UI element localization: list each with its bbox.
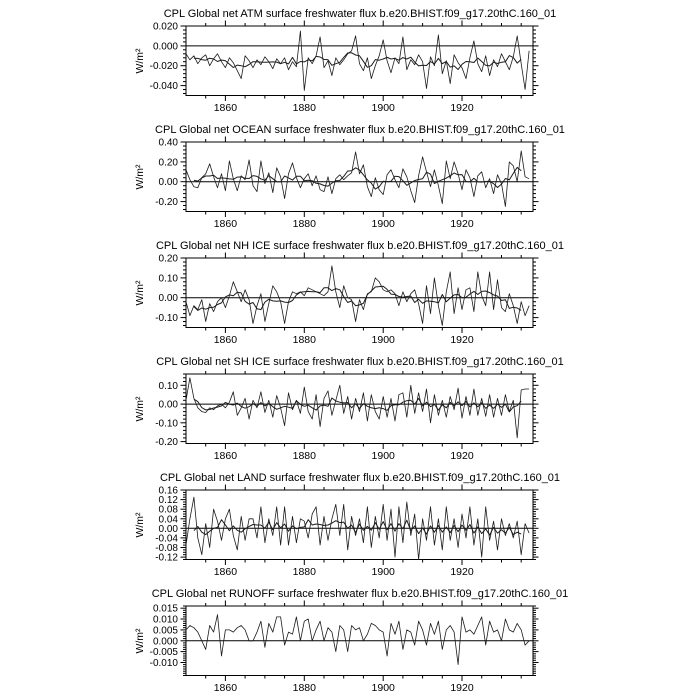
panel-land-title: CPL Global net LAND surface freshwater flux b.e20.BHIST.f09_g17.20thC.160_01 [159,472,561,484]
x-tick-label: 1860 [213,566,238,578]
x-tick-label: 1920 [450,450,474,462]
annual-series-line [186,151,529,207]
panel-nh-ice-title: CPL Global net NH ICE surface freshwater flux b.e20.BHIST.f09_g17.20thC.160_01 [155,240,565,252]
y-tick-label: -0.08 [155,543,178,554]
y-tick-label: 0.005 [152,625,178,637]
panel-sh-ice-title: CPL Global net SH ICE surface freshwater flux b.e20.BHIST.f09_g17.20thC.160_01 [156,356,564,368]
y-tick-label: -0.020 [149,61,178,73]
y-tick-label: 0.20 [158,157,178,169]
smooth-series-line [194,286,521,310]
y-tick-label: 0.00 [158,293,178,305]
y-tick-label: 0.010 [152,614,178,626]
x-tick-label: 1860 [213,334,238,346]
x-tick-label: 1900 [371,102,395,114]
y-tick-label: 0.00 [158,177,178,189]
panel-nh-ice-yaxis-unit: W/m² [134,280,146,306]
annual-series-line [186,378,529,438]
x-tick-label: 1920 [450,566,474,578]
panel-land-plot [0,474,700,586]
x-tick-label: 1920 [450,682,474,694]
annual-series-line [186,615,529,665]
panel-runoff-title: CPL Global net RUNOFF surface freshwater flux b.e20.BHIST.f09_g17.20thC.160_01 [151,588,569,600]
y-tick-label: 0.00 [158,399,178,411]
x-tick-label: 1920 [450,334,474,346]
panel-runoff-plot [0,590,700,700]
x-tick-label: 1860 [213,102,238,114]
panel-sh-ice-plot [0,358,700,470]
axis-ticks [181,253,539,334]
y-tick-label: 0.16 [158,485,178,497]
x-tick-label: 1860 [213,450,238,462]
panel-atm-title: CPL Global net ATM surface freshwater flux b.e20.BHIST.f09_g17.20thC.160_01 [163,8,557,20]
panel-land-yaxis-unit: W/m² [134,512,146,538]
y-tick-label: -0.010 [149,658,178,669]
x-tick-label: 1860 [213,682,238,694]
x-tick-label: 1880 [292,566,316,578]
x-tick-label: 1900 [371,450,395,462]
y-tick-label: 0.08 [158,504,178,516]
y-tick-label: 0.000 [152,41,178,53]
y-tick-label: -0.10 [155,418,178,430]
annual-series-line [186,31,529,91]
panel-runoff-yaxis-unit: W/m² [134,628,146,654]
axis-ticks [181,137,539,218]
x-tick-label: 1860 [213,218,238,230]
y-tick-label: 0.04 [158,514,178,526]
y-tick-label: -0.04 [155,533,178,545]
y-tick-label: 0.020 [152,21,178,33]
y-tick-label: 0.10 [158,380,178,392]
y-tick-label: 0.40 [158,137,178,149]
y-tick-label: -0.10 [155,313,178,325]
x-tick-label: 1900 [371,218,395,230]
annual-series-line [186,266,529,326]
y-tick-label: -0.20 [155,437,178,449]
x-tick-label: 1880 [292,682,316,694]
y-tick-label: -0.12 [155,552,178,564]
x-tick-label: 1900 [371,566,395,578]
y-tick-label: -0.20 [155,197,178,209]
x-tick-label: 1880 [292,218,316,230]
panel-sh-ice-yaxis-unit: W/m² [134,396,146,422]
panel-nh-ice-plot [0,242,700,354]
x-tick-label: 1880 [292,450,316,462]
panel-atm-plot [0,10,700,122]
x-tick-label: 1920 [450,218,474,230]
panel-ocean-plot [0,126,700,238]
y-tick-label: 0.12 [158,495,178,507]
x-tick-label: 1900 [371,334,395,346]
y-tick-label: 0.20 [158,253,178,265]
y-tick-label: 0.00 [158,523,178,535]
y-tick-label: -0.040 [149,81,178,93]
y-tick-label: -0.005 [149,647,178,659]
x-tick-label: 1900 [371,682,395,694]
smooth-series-line [194,167,521,189]
y-tick-label: 0.10 [158,273,178,285]
y-tick-label: 0.015 [152,603,178,615]
panel-ocean-title: CPL Global net OCEAN surface freshwater flux b.e20.BHIST.f09_g17.20thC.160_01 [155,124,565,136]
x-tick-label: 1880 [292,102,316,114]
y-tick-label: 0.000 [152,636,178,648]
x-tick-label: 1920 [450,102,474,114]
panel-atm-yaxis-unit: W/m² [134,48,146,74]
x-tick-label: 1880 [292,334,316,346]
panel-ocean-yaxis-unit: W/m² [134,164,146,190]
